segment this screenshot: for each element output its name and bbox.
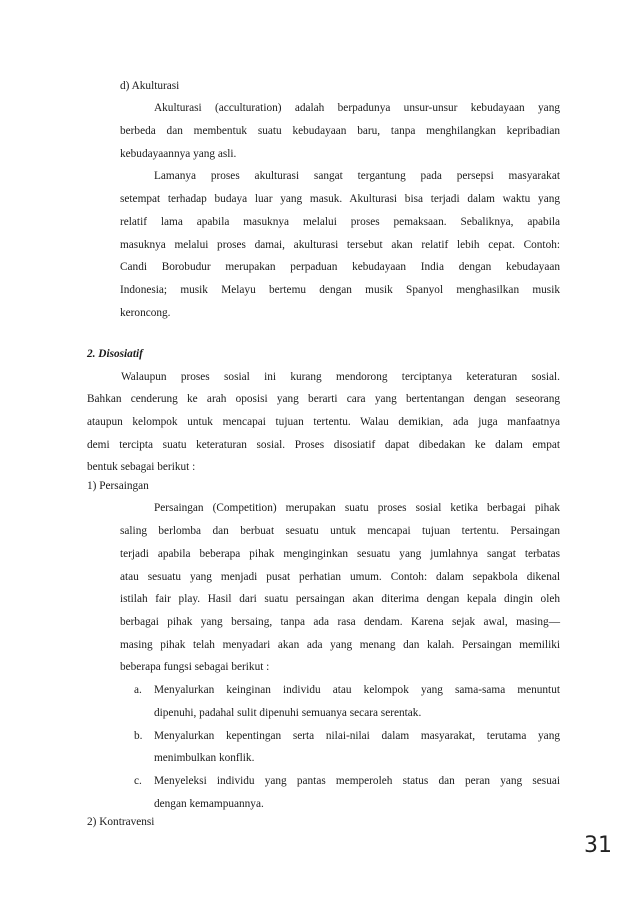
list-marker: a. — [134, 684, 142, 696]
list-item-line: Menyalurkan keinginan individu atau kelompok yang sama-sama menuntut — [154, 684, 560, 696]
paragraph-line: istilah fair play. Hasil dari suatu persaingan akan diterima dengan kepala dingin oleh — [120, 593, 560, 605]
paragraph-line: bentuk sebagai berikut : — [87, 461, 196, 473]
list-item-line: Menyalurkan kepentingan serta nilai-nilai dalam masyarakat, terutama yang — [154, 730, 560, 742]
paragraph-line: Lamanya proses akulturasi sangat tergantung pada persepsi masyarakat — [154, 170, 560, 182]
list-marker: c. — [134, 775, 142, 787]
paragraph-line: saling berlomba dan berbuat sesuatu untuk mencapai tujuan tertentu. Persaingan — [120, 525, 560, 537]
paragraph-line: masing pihak telah menyadari akan ada yang menang dan kalah. Persaingan memiliki — [120, 639, 560, 651]
paragraph-line: Bahkan cenderung ke arah oposisi yang berarti cara yang bertentangan dengan seseorang — [87, 393, 560, 405]
section-heading-kontravensi: 2) Kontravensi — [87, 816, 155, 828]
paragraph-line: terjadi apabila beberapa pihak menginginkan sesuatu yang jumlahnya sangat terbatas — [120, 548, 560, 560]
section-heading-persaingan: 1) Persaingan — [87, 480, 149, 492]
paragraph-line: relatif lama apabila masuknya melalui proses pemaksaan. Sebaliknya, apabila — [120, 216, 560, 228]
paragraph-line: Candi Borobudur merupakan perpaduan kebudayaan India dengan kebudayaan — [120, 261, 560, 273]
page-number: 31 — [584, 833, 612, 858]
paragraph-line: keroncong. — [120, 307, 171, 319]
list-item-line: Menyeleksi individu yang pantas memperoleh status dan peran yang sesuai — [154, 775, 560, 787]
list-item-line: dengan kemampuannya. — [154, 798, 264, 810]
paragraph-line: demi tercipta suatu keteraturan sosial. Proses disosiatif dapat dibedakan ke dalam empat — [87, 439, 560, 451]
paragraph-line: ataupun kelompok untuk mencapai tujuan tertentu. Walau demikian, ada juga manfaatnya — [87, 416, 560, 428]
paragraph-line: Persaingan (Competition) merupakan suatu proses sosial ketika berbagai pihak — [154, 502, 560, 514]
paragraph-line: berbagai pihak yang bersaing, tanpa ada rasa dendam. Karena sejak awal, masing— — [120, 616, 560, 628]
list-item-line: menimbulkan konflik. — [154, 752, 255, 764]
paragraph-line: beberapa fungsi sebagai berikut : — [120, 661, 270, 673]
paragraph-line: Akulturasi (acculturation) adalah berpadunya unsur-unsur kebudayaan yang — [154, 102, 560, 114]
paragraph-line: Indonesia; musik Melayu bertemu dengan musik Spanyol menghasilkan musik — [120, 284, 560, 296]
list-item-line: dipenuhi, padahal sulit dipenuhi semuanya secara serentak. — [154, 707, 422, 719]
paragraph-line: kebudayaannya yang asli. — [120, 148, 237, 160]
paragraph-line: setempat terhadap budaya luar yang masuk. Akulturasi bisa terjadi dalam waktu yang — [120, 193, 560, 205]
paragraph-line: atau sesuatu yang menjadi pusat perhatian umum. Contoh: dalam sepakbola dikenal — [120, 571, 560, 583]
list-marker: b. — [134, 730, 143, 742]
paragraph-line: berbeda dan membentuk suatu kebudayaan baru, tanpa menghilangkan kepribadian — [120, 125, 560, 137]
section-heading-disosiatif: 2. Disosiatif — [87, 348, 143, 360]
section-heading-akulturasi: d) Akulturasi — [120, 80, 180, 92]
paragraph-line: Walaupun proses sosial ini kurang mendorong terciptanya keteraturan sosial. — [121, 371, 560, 383]
paragraph-line: masuknya melalui proses damai, akulturasi tersebut akan relatif lebih cepat. Contoh: — [120, 239, 560, 251]
